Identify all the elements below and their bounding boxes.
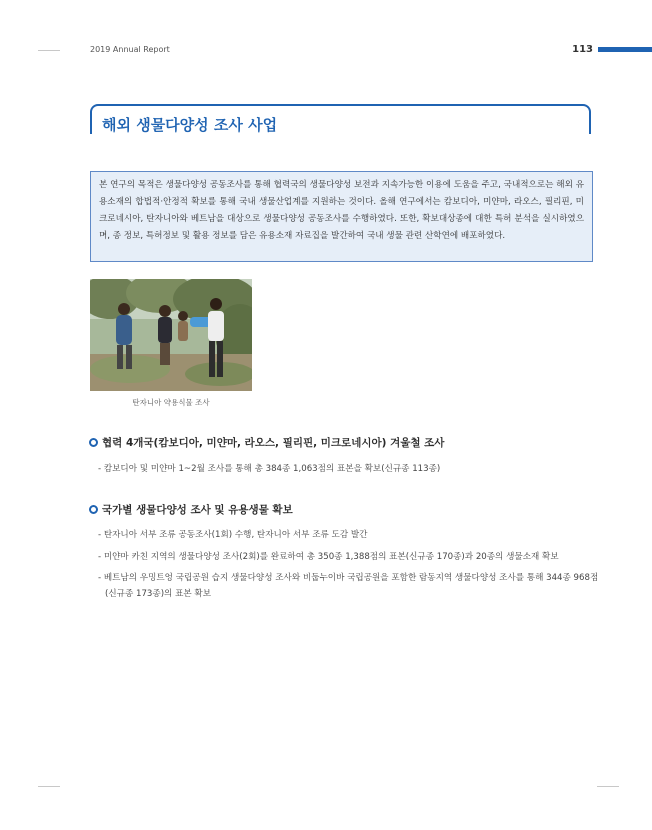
bullet-circle-icon <box>89 438 98 447</box>
page-title: 해외 생물다양성 조사 사업 <box>102 116 278 134</box>
footer-rule-right <box>597 786 619 787</box>
section-heading-2 <box>89 502 293 517</box>
page-number: 113 <box>572 44 593 55</box>
list-item: - 캄보디아 및 미얀마 1~2월 조사를 통해 총 384종 1,063점의 표본을 확보(신규종 113종) <box>98 464 441 474</box>
report-label: 2019 Annual Report <box>90 45 170 54</box>
photo-caption: 탄자니아 약용식물 조사 <box>132 398 210 407</box>
summary-box: 본 연구의 목적은 생물다양성 공동조사를 통해 협력국의 생물다양성 보전과 지속가능한 이용에 도움을 주고, 국내적으로는 해외 유용소재의 합법적·안정적 확보를 통해 국내 생물산업계를 지원하는 것이다. 올해 연구에서는 캄보디아, 미얀마, 라오스, 필리핀, 미크로네시아, 탄자니아와 베트남을 대상으로 생물다양성 공동조사를 수행하였다. 또한, 확보대상종에 대한 특허 분석을 실시하였으며, 종 정보, 특허정보 및 활용 정보를 담은 유용소재 자료집을 발간하여 국내 생물 관련 산학연에 배포하였다. <box>90 171 593 262</box>
footer-rule-left <box>38 786 60 787</box>
list-item: - 베트남의 우밍트엉 국립공원 습지 생물다양성 조사와 비둡누이바 국립공원을 포함한 람동지역 생물다양성 조사를 통해 344종 968점(신규종 173종)의 표본 확보 <box>98 573 599 599</box>
survey-photo-image <box>90 279 252 391</box>
section-heading-text: 국가별 생물다양성 조사 및 유용생물 확보 <box>102 504 293 516</box>
survey-photo <box>90 279 252 391</box>
section-heading-text: 협력 4개국(캄보디아, 미얀마, 라오스, 필리핀, 미크로네시아) 겨울철 조사 <box>102 437 445 449</box>
header-rule-left <box>38 50 60 51</box>
list-item: - 탄자니아 서부 조류 공동조사(1회) 수행, 탄자니아 서부 조류 도감 발간 <box>98 530 368 540</box>
page-accent-bar <box>598 47 652 52</box>
list-item: - 미얀마 카친 지역의 생물다양성 조사(2회)를 완료하여 총 350종 1,388점의 표본(신규종 170종)과 20종의 생물소재 확보 <box>98 552 559 562</box>
bullet-circle-icon <box>89 505 98 514</box>
section-heading-1 <box>89 435 444 450</box>
